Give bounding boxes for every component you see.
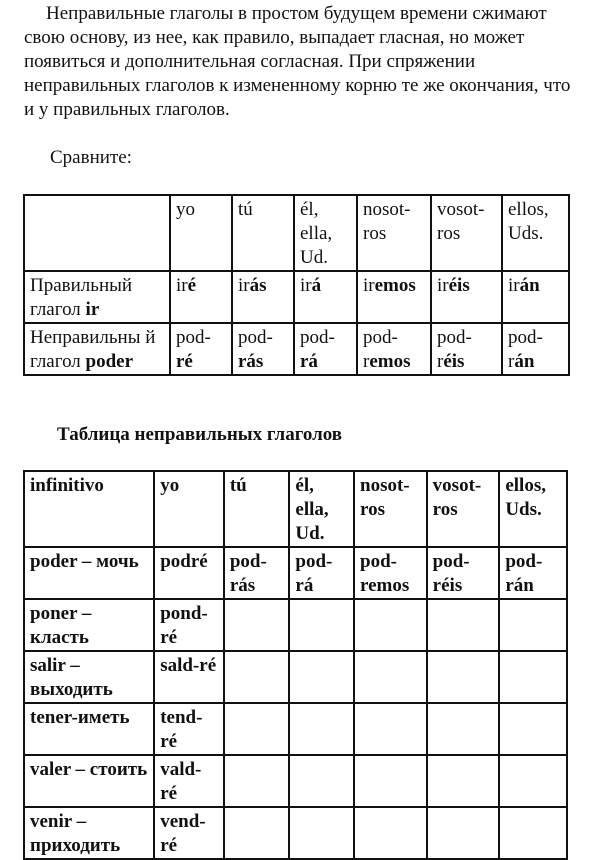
table-cell (289, 599, 354, 651)
table-cell (427, 755, 500, 807)
conjugation-cell: iremos (357, 271, 431, 323)
table-cell (354, 651, 427, 703)
compare-label: Сравните: (50, 147, 132, 168)
table-cell (427, 651, 500, 703)
comparison-header-cell: nosot-ros (357, 195, 431, 271)
conjugation-cell: irán (502, 271, 569, 323)
irregular-header-row (24, 471, 567, 547)
infinitive-cell: venir – приходить (24, 807, 154, 859)
comparison-table (23, 194, 570, 376)
infinitive-cell: poner – класть (24, 599, 154, 651)
table-cell (499, 807, 567, 859)
comparison-header-cell: tú (232, 195, 294, 271)
table-cell (499, 651, 567, 703)
irregular-header-cell: vosot-ros (427, 471, 500, 547)
comparison-header-row (24, 195, 569, 271)
table-cell: pod-rá (289, 547, 354, 599)
infinitive-cell: valer – стоить (24, 755, 154, 807)
comparison-header-cell: vosot-ros (431, 195, 502, 271)
table-cell (224, 807, 290, 859)
irregular-header-cell: ellos, Uds. (499, 471, 567, 547)
irregular-table-title: Таблица неправильных глаголов (57, 424, 343, 445)
table-cell (427, 807, 500, 859)
table-cell: vend-ré (154, 807, 224, 859)
comparison-header-cell: él, ella, Ud. (294, 195, 357, 271)
irregular-header-cell: yo (154, 471, 224, 547)
table-cell (224, 703, 290, 755)
conjugation-cell: pod-remos (357, 323, 431, 375)
comparison-row-irregular (24, 323, 569, 375)
irregular-header-cell: nosot-ros (354, 471, 427, 547)
table-row (24, 755, 567, 807)
irregular-header-cell: tú (224, 471, 290, 547)
table-cell: pod-rán (499, 547, 567, 599)
table-row (24, 703, 567, 755)
conjugation-cell: pod-rá (294, 323, 357, 375)
table-cell (499, 703, 567, 755)
table-cell (224, 755, 290, 807)
row-label: Неправильны й глагол poder (24, 323, 170, 375)
row-label: Правильный глагол ir (24, 271, 170, 323)
infinitive-cell: salir – выходить (24, 651, 154, 703)
comparison-row-regular (24, 271, 569, 323)
comparison-header-cell: yo (170, 195, 232, 271)
table-cell (224, 651, 290, 703)
table-cell: pod-réis (427, 547, 500, 599)
table-cell (289, 755, 354, 807)
table-cell: sald-ré (154, 651, 224, 703)
table-cell (354, 599, 427, 651)
comparison-header-cell (24, 195, 170, 271)
table-cell: podré (154, 547, 224, 599)
table-cell (289, 703, 354, 755)
table-cell (427, 599, 500, 651)
table-cell (427, 703, 500, 755)
conjugation-cell: irás (232, 271, 294, 323)
comparison-header-cell: ellos, Uds. (502, 195, 569, 271)
table-row (24, 807, 567, 859)
table-cell: pod-remos (354, 547, 427, 599)
table-cell: pond-ré (154, 599, 224, 651)
table-row (24, 651, 567, 703)
table-cell (499, 599, 567, 651)
table-cell (289, 807, 354, 859)
table-cell (499, 755, 567, 807)
irregular-verbs-table (23, 470, 568, 860)
table-cell: pod-rás (224, 547, 290, 599)
conjugation-cell: iréis (431, 271, 502, 323)
table-cell (354, 755, 427, 807)
table-row (24, 547, 567, 599)
irregular-header-cell: infinitivo (24, 471, 154, 547)
table-cell (224, 599, 290, 651)
table-cell: tend-ré (154, 703, 224, 755)
conjugation-cell: iré (170, 271, 232, 323)
irregular-header-cell: él, ella, Ud. (289, 471, 354, 547)
table-cell (289, 651, 354, 703)
table-cell (354, 807, 427, 859)
table-cell: vald-ré (154, 755, 224, 807)
conjugation-cell: pod-réis (431, 323, 502, 375)
table-cell (354, 703, 427, 755)
table-row (24, 599, 567, 651)
intro-paragraph: Неправильные глаголы в простом будущем времени сжимают свою основу, из нее, как правило, выпадает гласная, но может появиться и дополнительная согласная. При спряжении неправильных глаголов к измененному корню те же окончания, что и у правильных глаголов. (24, 3, 571, 120)
conjugation-cell: irá (294, 271, 357, 323)
conjugation-cell: pod-rán (502, 323, 569, 375)
conjugation-cell: pod-ré (170, 323, 232, 375)
infinitive-cell: tener-иметь (24, 703, 154, 755)
conjugation-cell: pod-rás (232, 323, 294, 375)
infinitive-cell: poder – мочь (24, 547, 154, 599)
